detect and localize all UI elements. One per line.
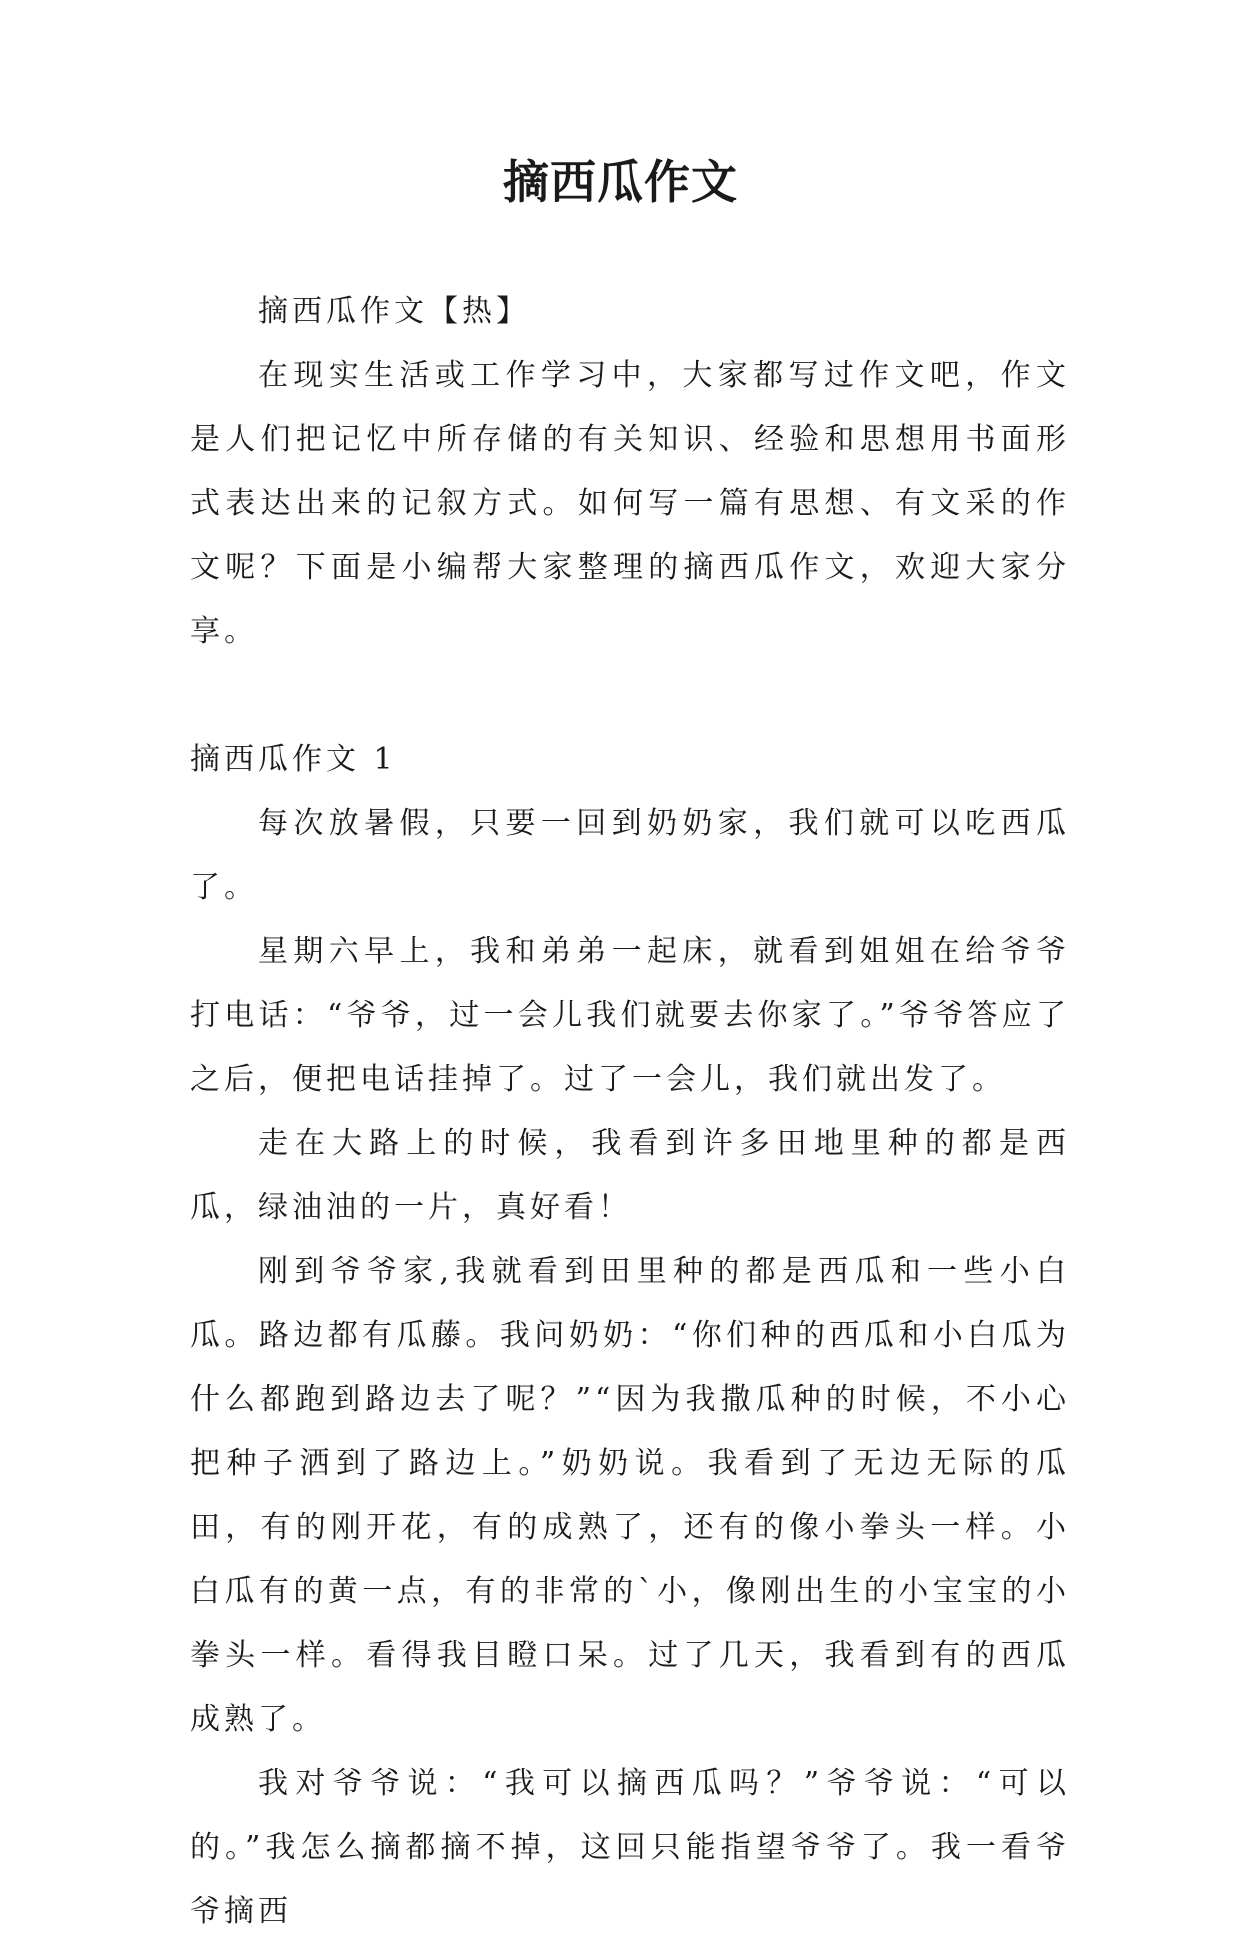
paragraph: 我对爷爷说：“我可以摘西瓜吗？”爷爷说：“可以的。”我怎么摘都摘不掉，这回只能指望爷爷了。我一看爷爷摘西 xyxy=(190,1766,1070,1929)
paragraph: 星期六早上，我和弟弟一起床，就看到姐姐在给爷爷打电话：“爷爷，过一会儿我们就要去你家了。”爷爷答应了之后，便把电话挂掉了。过了一会儿，我们就出发了。 xyxy=(190,934,1070,1097)
paragraph: 走在大路上的时候，我看到许多田地里种的都是西瓜，绿油油的一片，真好看！ xyxy=(190,1126,1070,1225)
intro-subtitle: 摘西瓜作文【热】 xyxy=(258,294,530,329)
section-heading: 摘西瓜作文 1 xyxy=(190,742,397,777)
paragraph: 刚到爷爷家,我就看到田里种的都是西瓜和一些小白瓜。路边都有瓜藤。我问奶奶：“你们种的西瓜和小白瓜为什么都跑到路边去了呢？”“因为我撒瓜种的时候，不小心把种子洒到了路边上。”奶奶说。我看到了无边无际的瓜田，有的刚开花，有的成熟了，还有的像小拳头一样。小白瓜有的黄一点，有的非常的`小，像刚出生的小宝宝的小拳头一样。看得我目瞪口呆。过了几天，我看到有的西瓜成熟了。 xyxy=(190,1254,1070,1737)
intro-paragraph: 在现实生活或工作学习中，大家都写过作文吧，作文是人们把记忆中所存储的有关知识、经验和思想用书面形式表达出来的记叙方式。如何写一篇有思想、有文采的作文呢？下面是小编帮大家整理的摘西瓜作文，欢迎大家分享。 xyxy=(190,358,1070,649)
paragraph: 每次放暑假，只要一回到奶奶家，我们就可以吃西瓜了。 xyxy=(190,806,1070,905)
document-body xyxy=(190,280,1070,1944)
document-title: 摘西瓜作文 xyxy=(503,155,738,209)
